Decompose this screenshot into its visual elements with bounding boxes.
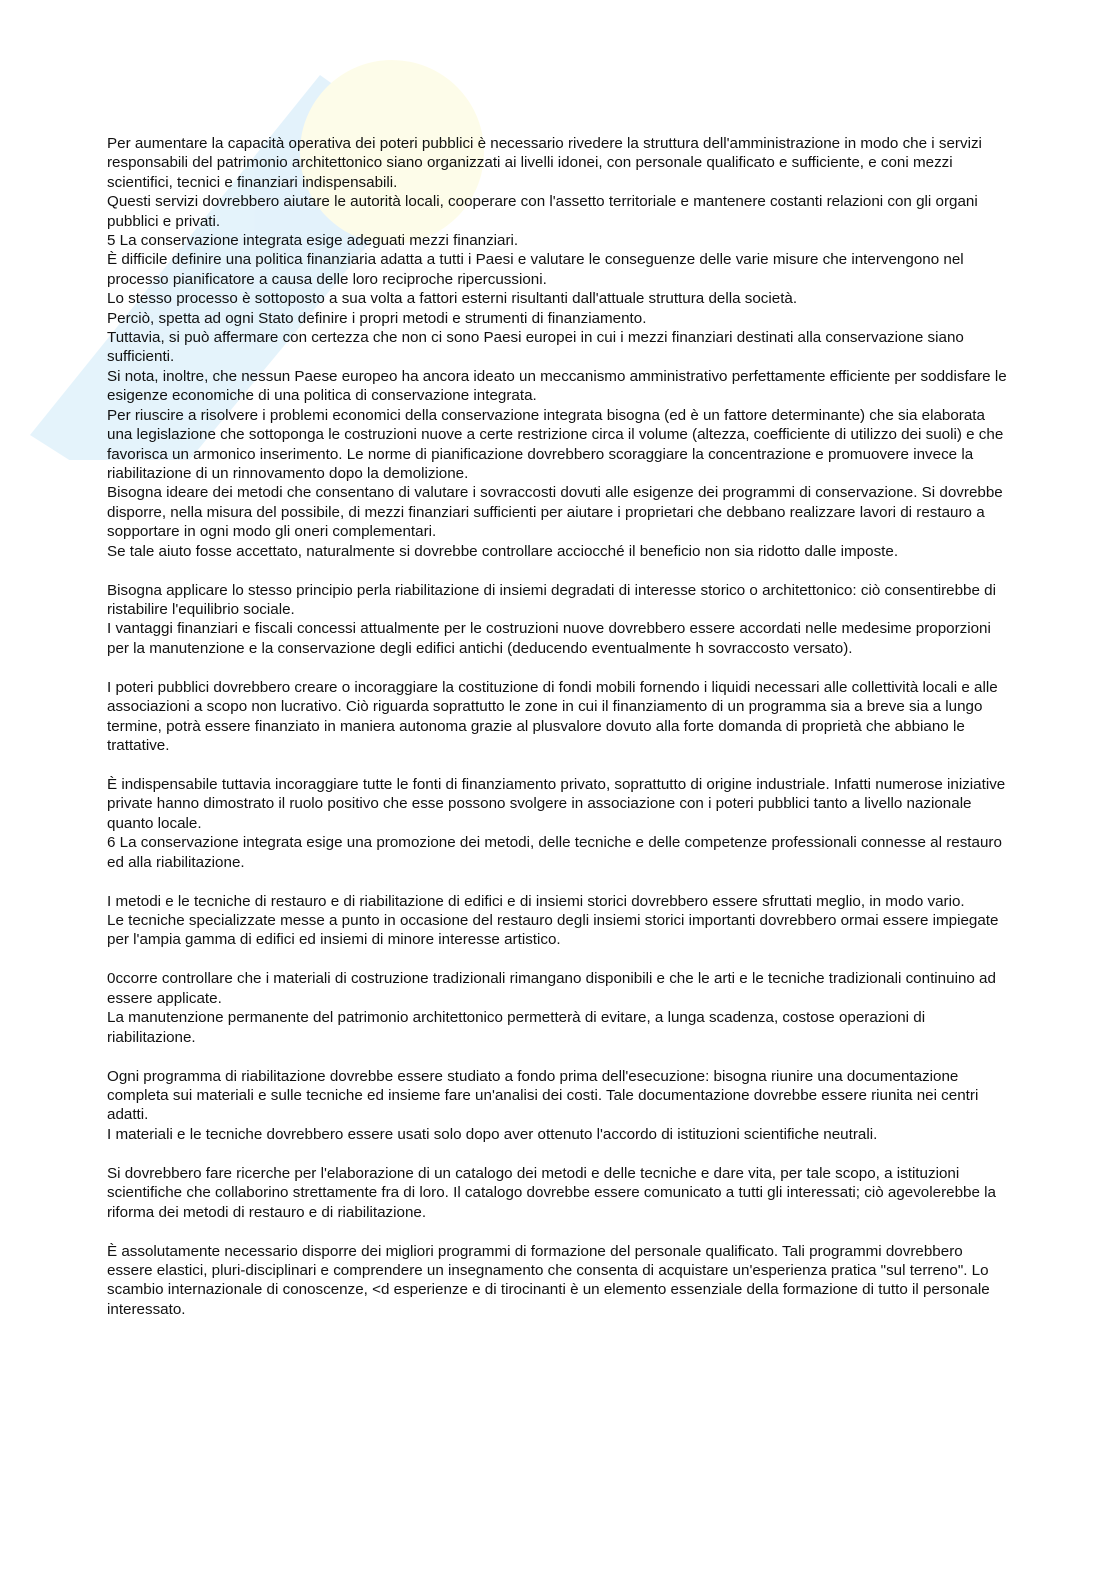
paragraph: Si nota, inoltre, che nessun Paese europeo ha ancora ideato un meccanismo amministrativo perfettamente efficiente per soddisfare le esigenze economiche di una politica di conservazione integrata. — [107, 367, 1007, 405]
paragraph: Bisogna applicare lo stesso principio perla riabilitazione di insiemi degradati di interesse storico o architettonico: ciò consentirebbe di ristabilire l'equilibrio sociale. — [107, 581, 996, 618]
paragraph: Tuttavia, si può affermare con certezza che non ci sono Paesi europei in cui i mezzi finanziari destinati alla conservazione siano sufficienti. — [107, 329, 964, 366]
text-section-4 — [107, 775, 1007, 872]
paragraph: Per riuscire a risolvere i problemi economici della conservazione integrata bisogna (ed è un fattore determinante) che sia elaborata una legislazione che sottoponga le costruzioni nuove a certe restrizione circa il volume (altezza, coefficiente di utilizzo dei suoli) e che favorisca un armonico inserimento. Le norme di pianificazione dovrebbero scoraggiare la concentrazione e promuovere invece la riabilitazione di un rinnovamento dopo la demolizione. — [107, 406, 1004, 482]
paragraph: Le tecniche specializzate messe a punto in occasione del restauro degli insiemi storici importanti dovrebbero ormai essere impiegate per l'ampia gamma di edifici ed insiemi di minore interesse artistico. — [107, 912, 999, 949]
text-section-2 — [107, 581, 1007, 659]
paragraph: 0ccorre controllare che i materiali di costruzione tradizionali rimangano disponibili e che le arti e le tecniche tradizionali continuino ad essere applicate. — [107, 970, 996, 1007]
paragraph: Perciò, spetta ad ogni Stato definire i propri metodi e strumenti di finanziamento. — [107, 309, 647, 327]
text-section-7 — [107, 1067, 1007, 1145]
paragraph: 6 La conservazione integrata esige una promozione dei metodi, delle tecniche e delle competenze professionali connesse al restauro ed alla riabilitazione. — [107, 834, 1002, 871]
paragraph: È indispensabile tuttavia incoraggiare tutte le fonti di finanziamento privato, soprattutto di origine industriale. Infatti numerose iniziative private hanno dimostrato il ruolo positivo che esse possono svolgere in associazione con i poteri pubblici tanto a livello nazionale quanto locale. — [107, 775, 1006, 832]
text-section-8 — [107, 1164, 1007, 1222]
paragraph: Bisogna ideare dei metodi che consentano di valutare i sovraccosti dovuti alle esigenze dei programmi di conservazione. Si dovrebbe disporre, nella misura del possibile, di mezzi finanziari sufficienti per aiutare i proprietari che debbano realizzare lavori di restauro a sopportare in ogni modo gli oneri complementari. — [107, 484, 1003, 541]
text-section-5 — [107, 892, 1007, 950]
paragraph: È difficile definire una politica finanziaria adatta a tutti i Paesi e valutare le conseguenze delle varie misure che intervengono nel processo pianificatore a causa delle loro reciproche ripercussioni. — [107, 251, 964, 288]
paragraph: Per aumentare la capacità operativa dei poteri pubblici è necessario rivedere la struttura dell'amministrazione in modo che i servizi responsabili del patrimonio architettonico siano organizzati ai livelli idonei, con personale qualificato e sufficiente, e coni mezzi scientifici, tecnici e finanziari indispensabili. — [107, 135, 982, 191]
paragraph: I vantaggi finanziari e fiscali concessi attualmente per le costruzioni nuove dovrebbero essere accordati nelle medesime proporzioni per la manutenzione e la conservazione degli edifici antichi (deducendo eventualmente h sovraccosto versato). — [107, 620, 991, 657]
text-section-3 — [107, 678, 1007, 756]
text-section-9 — [107, 1242, 1007, 1320]
paragraph: È assolutamente necessario disporre dei migliori programmi di formazione del personale qualificato. Tali programmi dovrebbero essere elastici, pluri-disciplinari e comprendere un insegnamento che consenta di acquistare un'esperienza pratica "sul terreno". Lo scambio internazionale di conoscenze, <d esperienze e di tirocinanti è un elemento essenziale della formazione di tutto il personale interessato. — [107, 1242, 990, 1318]
document-body — [107, 134, 1007, 1339]
paragraph: Se tale aiuto fosse accettato, naturalmente si dovrebbe controllare acciocché il beneficio non sia ridotto dalle imposte. — [107, 542, 899, 560]
paragraph: I poteri pubblici dovrebbero creare o incoraggiare la costituzione di fondi mobili fornendo i liquidi necessari alle collettività locali e alle associazioni a scopo non lucrativo. Ciò riguarda soprattutto le zone in cui il finanziamento di un programma sia a breve sia a lungo termine, potrà essere finanziato in maniera autonoma grazie al plusvalore dovuto alla forte domanda di proprietà che abbiano le trattative. — [107, 678, 998, 754]
paragraph: Questi servizi dovrebbero aiutare le autorità locali, cooperare con l'assetto territoriale e mantenere costanti relazioni con gli organi pubblici e privati. — [107, 193, 978, 230]
paragraph: Lo stesso processo è sottoposto a sua volta a fattori esterni risultanti dall'attuale struttura della società. — [107, 290, 798, 308]
paragraph: Ogni programma di riabilitazione dovrebbe essere studiato a fondo prima dell'esecuzione: bisogna riunire una documentazione completa sui materiali e sulle tecniche ed insieme fare un'analisi dei costi. Tale documentazione dovrebbe essere riunita nei centri adatti. — [107, 1067, 979, 1124]
paragraph: I metodi e le tecniche di restauro e di riabilitazione di edifici e di insiemi storici dovrebbero essere sfruttati meglio, in modo vario. — [107, 892, 965, 910]
paragraph: 5 La conservazione integrata esige adeguati mezzi finanziari. — [107, 232, 519, 250]
text-section-6 — [107, 969, 1007, 1047]
paragraph: I materiali e le tecniche dovrebbero essere usati solo dopo aver ottenuto l'accordo di istituzioni scientifiche neutrali. — [107, 1125, 878, 1143]
paragraph: Si dovrebbero fare ricerche per l'elaborazione di un catalogo dei metodi e delle tecniche e dare vita, per tale scopo, a istituzioni scientifiche che collaborino strettamente fra di loro. Il catalogo dovrebbe essere comunicato a tutti gli interessati; ciò agevolerebbe la riforma dei metodi di restauro e di riabilitazione. — [107, 1164, 996, 1221]
paragraph: La manutenzione permanente del patrimonio architettonico permetterà di evitare, a lunga scadenza, costose operazioni di riabilitazione. — [107, 1009, 926, 1046]
text-section-1 — [107, 134, 1007, 561]
